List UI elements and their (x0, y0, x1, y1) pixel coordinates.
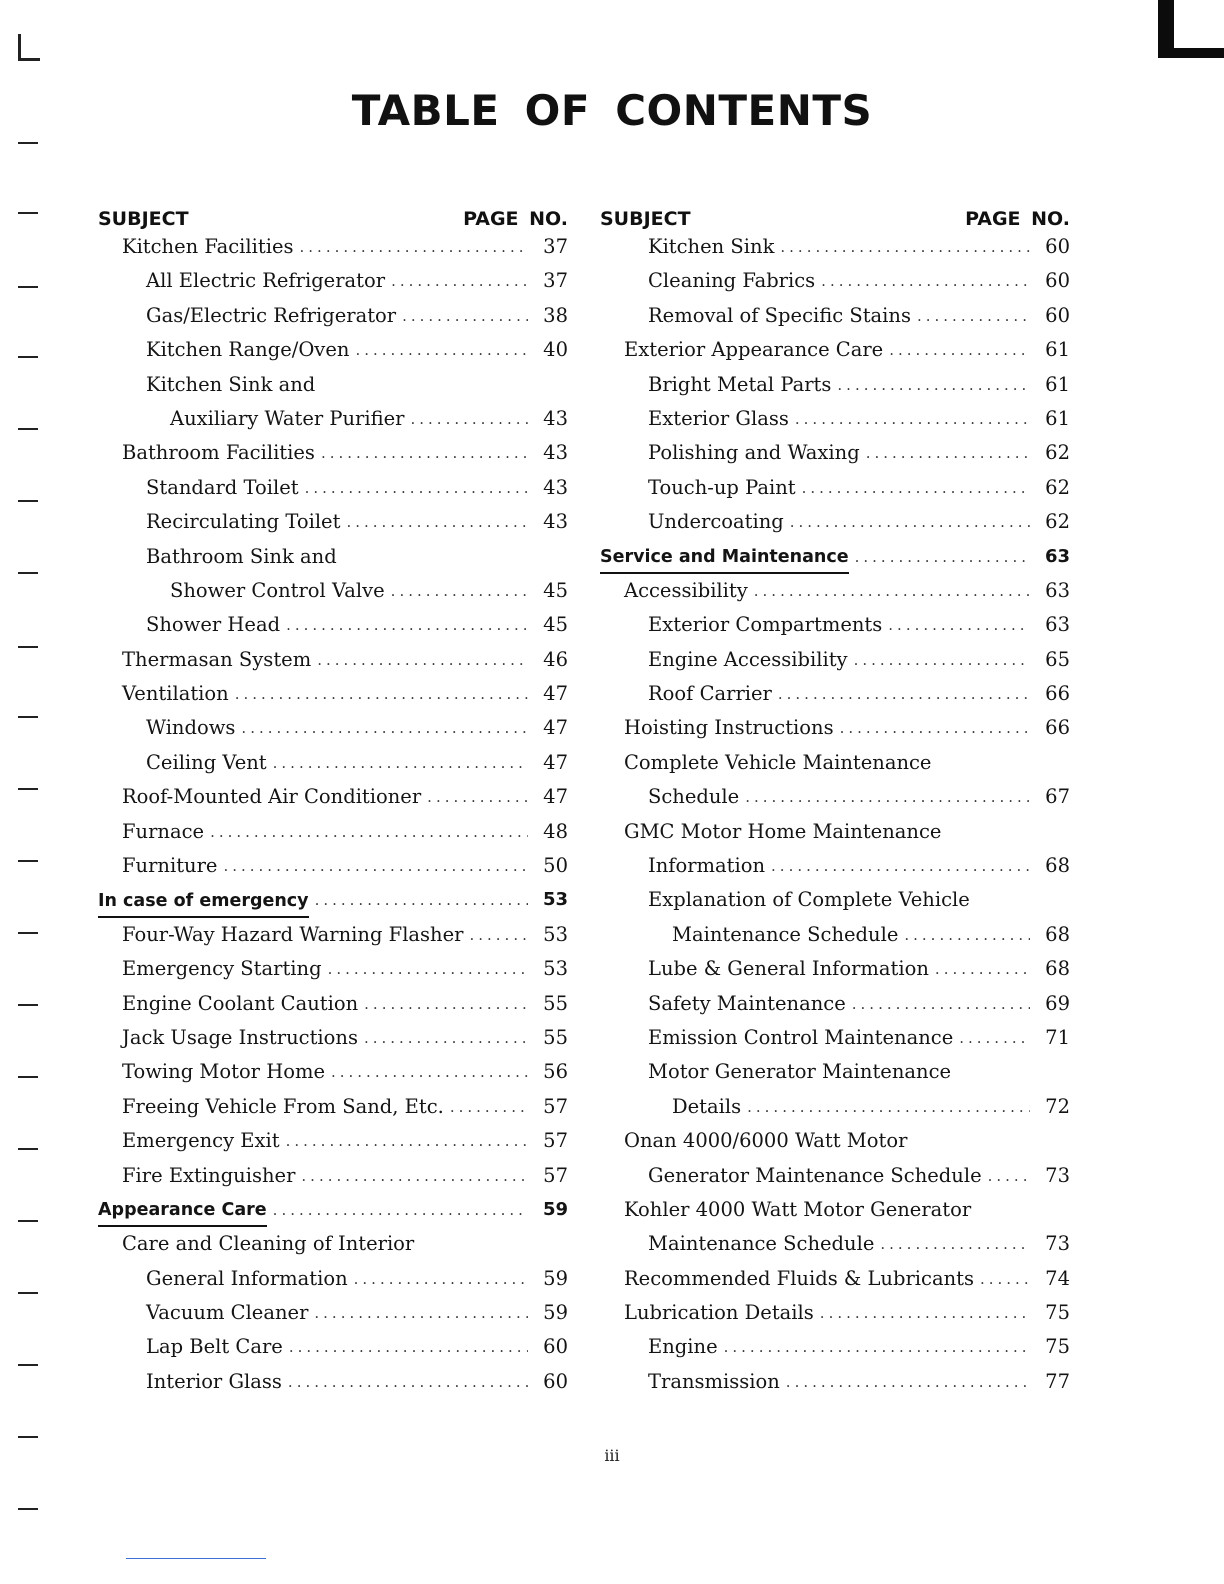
dot-leader (917, 299, 1030, 333)
page-number: iii (604, 1446, 620, 1465)
entry-page-number: 59 (542, 1198, 568, 1220)
entry-page-number: 74 (1045, 1266, 1070, 1290)
toc-entry (98, 1090, 568, 1124)
dot-leader (837, 368, 1030, 402)
entry-subject: Roof Carrier (648, 682, 772, 706)
column-header (600, 192, 1070, 230)
toc-entry (600, 987, 1070, 1021)
toc-entry (98, 1262, 568, 1296)
toc-entry (98, 471, 568, 505)
toc-entry (600, 1090, 1070, 1124)
entry-page-number: 68 (1045, 957, 1070, 981)
entry-subject: Kohler 4000 Watt Motor Generator (624, 1197, 972, 1221)
entry-subject: Recommended Fluids & Lubricants (624, 1266, 974, 1290)
page-no-header: PAGE NO. (965, 208, 1070, 230)
entry-page-number: 65 (1045, 647, 1070, 671)
entry-page-number: 67 (1045, 785, 1070, 809)
dot-leader (802, 471, 1030, 505)
entry-subject: Generator Maintenance Schedule (648, 1163, 982, 1187)
toc-entry (98, 711, 568, 745)
entry-subject: Accessibility (624, 578, 748, 602)
entry-subject: Freeing Vehicle From Sand, Etc. (122, 1094, 444, 1118)
dot-leader (450, 1090, 528, 1124)
dot-leader (223, 849, 528, 883)
toc-entry (600, 574, 1070, 608)
toc-entry (98, 333, 568, 367)
toc-entry (600, 1365, 1070, 1399)
entry-subject: Bright Metal Parts (648, 372, 832, 396)
entry-subject: All Electric Refrigerator (146, 269, 386, 293)
entry-subject: Maintenance Schedule (672, 922, 899, 946)
margin-tick (18, 1508, 38, 1510)
entry-page-number: 62 (1045, 441, 1070, 465)
entry-page-number: 43 (543, 510, 568, 534)
entry-subject: Shower Control Valve (170, 578, 385, 602)
dot-leader (889, 333, 1030, 367)
dot-leader (786, 1365, 1030, 1399)
dot-leader (391, 574, 528, 608)
column-header (98, 192, 568, 230)
entry-subject: Kitchen Sink and (146, 372, 316, 396)
toc-entry (600, 1227, 1070, 1261)
toc-entry (98, 1227, 568, 1261)
entry-subject: Engine (648, 1335, 718, 1359)
toc-entry (98, 1365, 568, 1399)
dot-leader (980, 1262, 1030, 1296)
entry-page-number: 73 (1045, 1232, 1070, 1256)
dot-leader (821, 264, 1030, 298)
entry-subject: Details (672, 1094, 742, 1118)
toc-entry (600, 1193, 1070, 1227)
toc-entry (98, 574, 568, 608)
entry-subject: Furnace (122, 819, 205, 843)
dot-leader (855, 540, 1030, 574)
entry-page-number: 55 (543, 991, 568, 1015)
toc-entry (98, 402, 568, 436)
dot-leader (301, 1159, 528, 1193)
entry-page-number: 55 (543, 1025, 568, 1049)
dot-leader (315, 883, 528, 917)
dot-leader (305, 471, 528, 505)
toc-entry (98, 299, 568, 333)
entry-page-number: 66 (1045, 682, 1070, 706)
dot-leader (795, 402, 1030, 436)
entry-subject: Lubrication Details (624, 1301, 814, 1325)
entry-subject: Engine Accessibility (648, 647, 848, 671)
margin-tick (18, 716, 38, 718)
entry-subject: Appearance Care (98, 1195, 267, 1227)
dot-leader (314, 1296, 528, 1330)
toc-entry (600, 780, 1070, 814)
entry-page-number: 60 (543, 1369, 568, 1393)
entry-page-number: 40 (543, 338, 568, 362)
entry-subject: Furniture (122, 854, 218, 878)
entry-subject: Cleaning Fabrics (648, 269, 816, 293)
entry-subject: Roof-Mounted Air Conditioner (122, 785, 422, 809)
toc-entry (98, 849, 568, 883)
entry-page-number: 53 (543, 957, 568, 981)
toc-entry (98, 987, 568, 1021)
entry-subject: Gas/Electric Refrigerator (146, 303, 397, 327)
entry-page-number: 53 (542, 889, 568, 911)
entry-subject: Onan 4000/6000 Watt Motor (624, 1129, 908, 1153)
entry-subject: Auxiliary Water Purifier (170, 406, 405, 430)
entry-page-number: 50 (543, 854, 568, 878)
entry-page-number: 71 (1045, 1025, 1070, 1049)
toc-entry (98, 677, 568, 711)
margin-tick (18, 428, 38, 430)
dot-leader (935, 952, 1030, 986)
entry-subject: Bathroom Facilities (122, 441, 315, 465)
toc-list-right (600, 230, 1070, 1399)
entry-subject: Schedule (648, 785, 740, 809)
entry-subject: Undercoating (648, 510, 784, 534)
page-no-header: PAGE NO. (463, 208, 568, 230)
margin-tick (18, 1220, 38, 1222)
entry-page-number: 68 (1045, 854, 1070, 878)
entry-subject: Service and Maintenance (600, 542, 849, 574)
entry-subject: Lube & General Information (648, 957, 929, 981)
entry-page-number: 61 (1045, 372, 1070, 396)
toc-entry (600, 299, 1070, 333)
toc-entry (600, 883, 1070, 917)
entry-subject: Four-Way Hazard Warning Flasher (122, 922, 464, 946)
toc-section-heading (600, 540, 1070, 574)
entry-page-number: 43 (543, 441, 568, 465)
entry-page-number: 60 (1045, 234, 1070, 258)
dot-leader (790, 505, 1030, 539)
entry-subject: Exterior Glass (648, 406, 789, 430)
dot-leader (289, 1330, 528, 1364)
dot-leader (411, 402, 529, 436)
entry-page-number: 56 (543, 1060, 568, 1084)
entry-subject: Care and Cleaning of Interior (122, 1232, 415, 1256)
dot-leader (364, 1021, 528, 1055)
toc-entry (600, 643, 1070, 677)
entry-page-number: 75 (1045, 1301, 1070, 1325)
entry-subject: Windows (146, 716, 236, 740)
toc-entry (98, 918, 568, 952)
dot-leader (778, 677, 1030, 711)
dot-leader (852, 987, 1030, 1021)
entry-subject: Kitchen Range/Oven (146, 338, 350, 362)
entry-page-number: 62 (1045, 510, 1070, 534)
dot-leader (427, 780, 528, 814)
toc-entry (600, 746, 1070, 780)
dot-leader (286, 608, 528, 642)
entry-page-number: 43 (543, 406, 568, 430)
entry-page-number: 59 (543, 1301, 568, 1325)
dot-leader (317, 643, 528, 677)
entry-page-number: 63 (1045, 613, 1070, 637)
entry-page-number: 75 (1045, 1335, 1070, 1359)
toc-entry (600, 1159, 1070, 1193)
entry-page-number: 61 (1045, 406, 1070, 430)
entry-page-number: 43 (543, 475, 568, 499)
toc-entry (98, 368, 568, 402)
dot-leader (273, 1193, 528, 1227)
toc-entry (98, 230, 568, 264)
margin-tick (18, 500, 38, 502)
entry-subject: Removal of Specific Stains (648, 303, 911, 327)
entry-subject: Lap Belt Care (146, 1335, 283, 1359)
entry-page-number: 59 (543, 1266, 568, 1290)
entry-page-number: 47 (543, 716, 568, 740)
dot-leader (241, 711, 528, 745)
entry-subject: General Information (146, 1266, 348, 1290)
entry-page-number: 47 (543, 682, 568, 706)
toc-entry (600, 1331, 1070, 1365)
toc-entry (98, 815, 568, 849)
entry-subject: Exterior Appearance Care (624, 338, 884, 362)
toc-entry (600, 333, 1070, 367)
toc-list-left (98, 230, 568, 1399)
toc-entry (98, 540, 568, 574)
entry-subject: Complete Vehicle Maintenance (624, 750, 932, 774)
toc-entry (98, 436, 568, 470)
dot-leader (235, 677, 528, 711)
entry-subject: Thermasan System (122, 647, 312, 671)
toc-entry (600, 815, 1070, 849)
dot-leader (771, 849, 1030, 883)
entry-page-number: 63 (1044, 545, 1070, 567)
entry-subject: Touch-up Paint (648, 475, 796, 499)
entry-page-number: 73 (1045, 1163, 1070, 1187)
margin-tick (18, 1364, 38, 1366)
entry-subject: GMC Motor Home Maintenance (624, 819, 942, 843)
toc-entry (98, 780, 568, 814)
corner-mark-horizontal (18, 58, 40, 61)
entry-page-number: 66 (1045, 716, 1070, 740)
entry-subject: Ceiling Vent (146, 750, 267, 774)
dot-leader (273, 746, 528, 780)
entry-page-number: 57 (543, 1129, 568, 1153)
entry-page-number: 48 (543, 819, 568, 843)
page-title: TABLE OF CONTENTS (351, 86, 873, 135)
dot-leader (888, 608, 1030, 642)
entry-page-number: 72 (1045, 1094, 1070, 1118)
dot-leader (754, 574, 1030, 608)
dot-leader (469, 918, 528, 952)
toc-entry (98, 643, 568, 677)
dot-leader (780, 230, 1030, 264)
dot-leader (747, 1090, 1030, 1124)
entry-subject: Engine Coolant Caution (122, 991, 359, 1015)
entry-page-number: 37 (543, 269, 568, 293)
toc-section-heading (98, 883, 568, 917)
toc-entry (600, 368, 1070, 402)
subject-header: SUBJECT (98, 208, 189, 230)
entry-page-number: 38 (543, 303, 568, 327)
entry-subject: Ventilation (122, 682, 229, 706)
toc-entry (98, 952, 568, 986)
dot-leader (745, 780, 1030, 814)
entry-page-number: 60 (1045, 303, 1070, 327)
toc-column-left (98, 192, 568, 1399)
dot-leader (364, 987, 528, 1021)
margin-tick (18, 1292, 38, 1294)
toc-entry (98, 264, 568, 298)
toc-entry (600, 918, 1070, 952)
entry-subject: Polishing and Waxing (648, 441, 860, 465)
dot-leader (300, 230, 528, 264)
toc-entry (98, 505, 568, 539)
toc-entry (600, 1296, 1070, 1330)
dot-leader (355, 333, 528, 367)
toc-entry (600, 1055, 1070, 1089)
entry-subject: Explanation of Complete Vehicle (648, 888, 970, 912)
dot-leader (840, 711, 1030, 745)
bottom-rule (126, 1558, 266, 1559)
entry-page-number: 47 (543, 750, 568, 774)
entry-page-number: 46 (543, 647, 568, 671)
margin-tick (18, 1436, 38, 1438)
toc-entry (600, 1262, 1070, 1296)
toc-entry (98, 1296, 568, 1330)
margin-tick (18, 212, 38, 214)
dot-leader (880, 1227, 1030, 1261)
toc-entry (600, 849, 1070, 883)
dot-leader (331, 1055, 528, 1089)
toc-entry (600, 436, 1070, 470)
toc-entry (600, 264, 1070, 298)
entry-subject: Information (648, 854, 766, 878)
entry-subject: Interior Glass (146, 1369, 282, 1393)
dot-leader (321, 436, 528, 470)
dot-leader (346, 505, 528, 539)
margin-tick (18, 860, 38, 862)
toc-entry (98, 1331, 568, 1365)
entry-subject: Fire Extinguisher (122, 1163, 296, 1187)
toc-entry (98, 608, 568, 642)
dot-leader (959, 1021, 1030, 1055)
toc-entry (600, 402, 1070, 436)
margin-tick (18, 286, 38, 288)
entry-subject: Hoisting Instructions (624, 716, 834, 740)
entry-subject: Exterior Compartments (648, 613, 883, 637)
entry-page-number: 77 (1045, 1369, 1070, 1393)
entry-page-number: 62 (1045, 475, 1070, 499)
toc-entry (98, 1159, 568, 1193)
toc-entry (600, 1124, 1070, 1158)
toc-entry (98, 1055, 568, 1089)
entry-page-number: 37 (543, 234, 568, 258)
entry-page-number: 57 (543, 1163, 568, 1187)
toc-entry (600, 677, 1070, 711)
entry-subject: Kitchen Facilities (122, 234, 294, 258)
margin-tick (18, 1076, 38, 1078)
entry-page-number: 61 (1045, 338, 1070, 362)
dot-leader (354, 1262, 528, 1296)
toc-entry (600, 505, 1070, 539)
dot-leader (288, 1365, 528, 1399)
dot-leader (724, 1330, 1030, 1364)
entry-page-number: 60 (543, 1335, 568, 1359)
entry-subject: Kitchen Sink (648, 234, 775, 258)
corner-bracket (1158, 0, 1224, 58)
toc-entry (98, 1021, 568, 1055)
dot-leader (820, 1296, 1030, 1330)
entry-subject: Transmission (648, 1369, 780, 1393)
entry-subject: Jack Usage Instructions (122, 1025, 358, 1049)
dot-leader (391, 264, 528, 298)
entry-subject: Shower Head (146, 613, 281, 637)
toc-entry (600, 711, 1070, 745)
margin-tick (18, 572, 38, 574)
toc-entry (98, 746, 568, 780)
dot-leader (866, 436, 1030, 470)
entry-subject: Vacuum Cleaner (146, 1301, 309, 1325)
margin-tick (18, 1004, 38, 1006)
entry-subject: Motor Generator Maintenance (648, 1060, 952, 1084)
dot-leader (328, 952, 528, 986)
toc-entry (600, 471, 1070, 505)
margin-tick (18, 142, 38, 144)
entry-subject: Emission Control Maintenance (648, 1025, 954, 1049)
entry-page-number: 63 (1045, 578, 1070, 602)
dot-leader (402, 299, 528, 333)
entry-subject: Emergency Starting (122, 957, 322, 981)
toc-entry (600, 230, 1070, 264)
entry-page-number: 60 (1045, 269, 1070, 293)
entry-page-number: 45 (543, 613, 568, 637)
entry-subject: Bathroom Sink and (146, 544, 337, 568)
entry-page-number: 53 (543, 922, 568, 946)
margin-tick (18, 932, 38, 934)
entry-subject: Towing Motor Home (122, 1060, 325, 1084)
toc-entry (98, 1124, 568, 1158)
toc-entry (600, 952, 1070, 986)
entry-page-number: 47 (543, 785, 568, 809)
entry-subject: In case of emergency (98, 886, 309, 918)
entry-subject: Maintenance Schedule (648, 1232, 875, 1256)
dot-leader (988, 1159, 1030, 1193)
entry-page-number: 57 (543, 1094, 568, 1118)
toc-column-right (600, 192, 1070, 1399)
margin-tick (18, 646, 38, 648)
subject-header: SUBJECT (600, 208, 691, 230)
toc-entry (600, 608, 1070, 642)
entry-page-number: 45 (543, 578, 568, 602)
margin-tick (18, 1148, 38, 1150)
dot-leader (210, 815, 528, 849)
toc-section-heading (98, 1193, 568, 1227)
dot-leader (854, 643, 1030, 677)
entry-subject: Recirculating Toilet (146, 510, 341, 534)
entry-page-number: 69 (1045, 991, 1070, 1015)
dot-leader (286, 1124, 528, 1158)
entry-subject: Standard Toilet (146, 475, 299, 499)
dot-leader (904, 918, 1030, 952)
entry-page-number: 68 (1045, 922, 1070, 946)
corner-mark-vertical (18, 34, 21, 60)
entry-subject: Emergency Exit (122, 1129, 280, 1153)
margin-tick (18, 788, 38, 790)
entry-subject: Safety Maintenance (648, 991, 846, 1015)
margin-tick (18, 356, 38, 358)
toc-entry (600, 1021, 1070, 1055)
